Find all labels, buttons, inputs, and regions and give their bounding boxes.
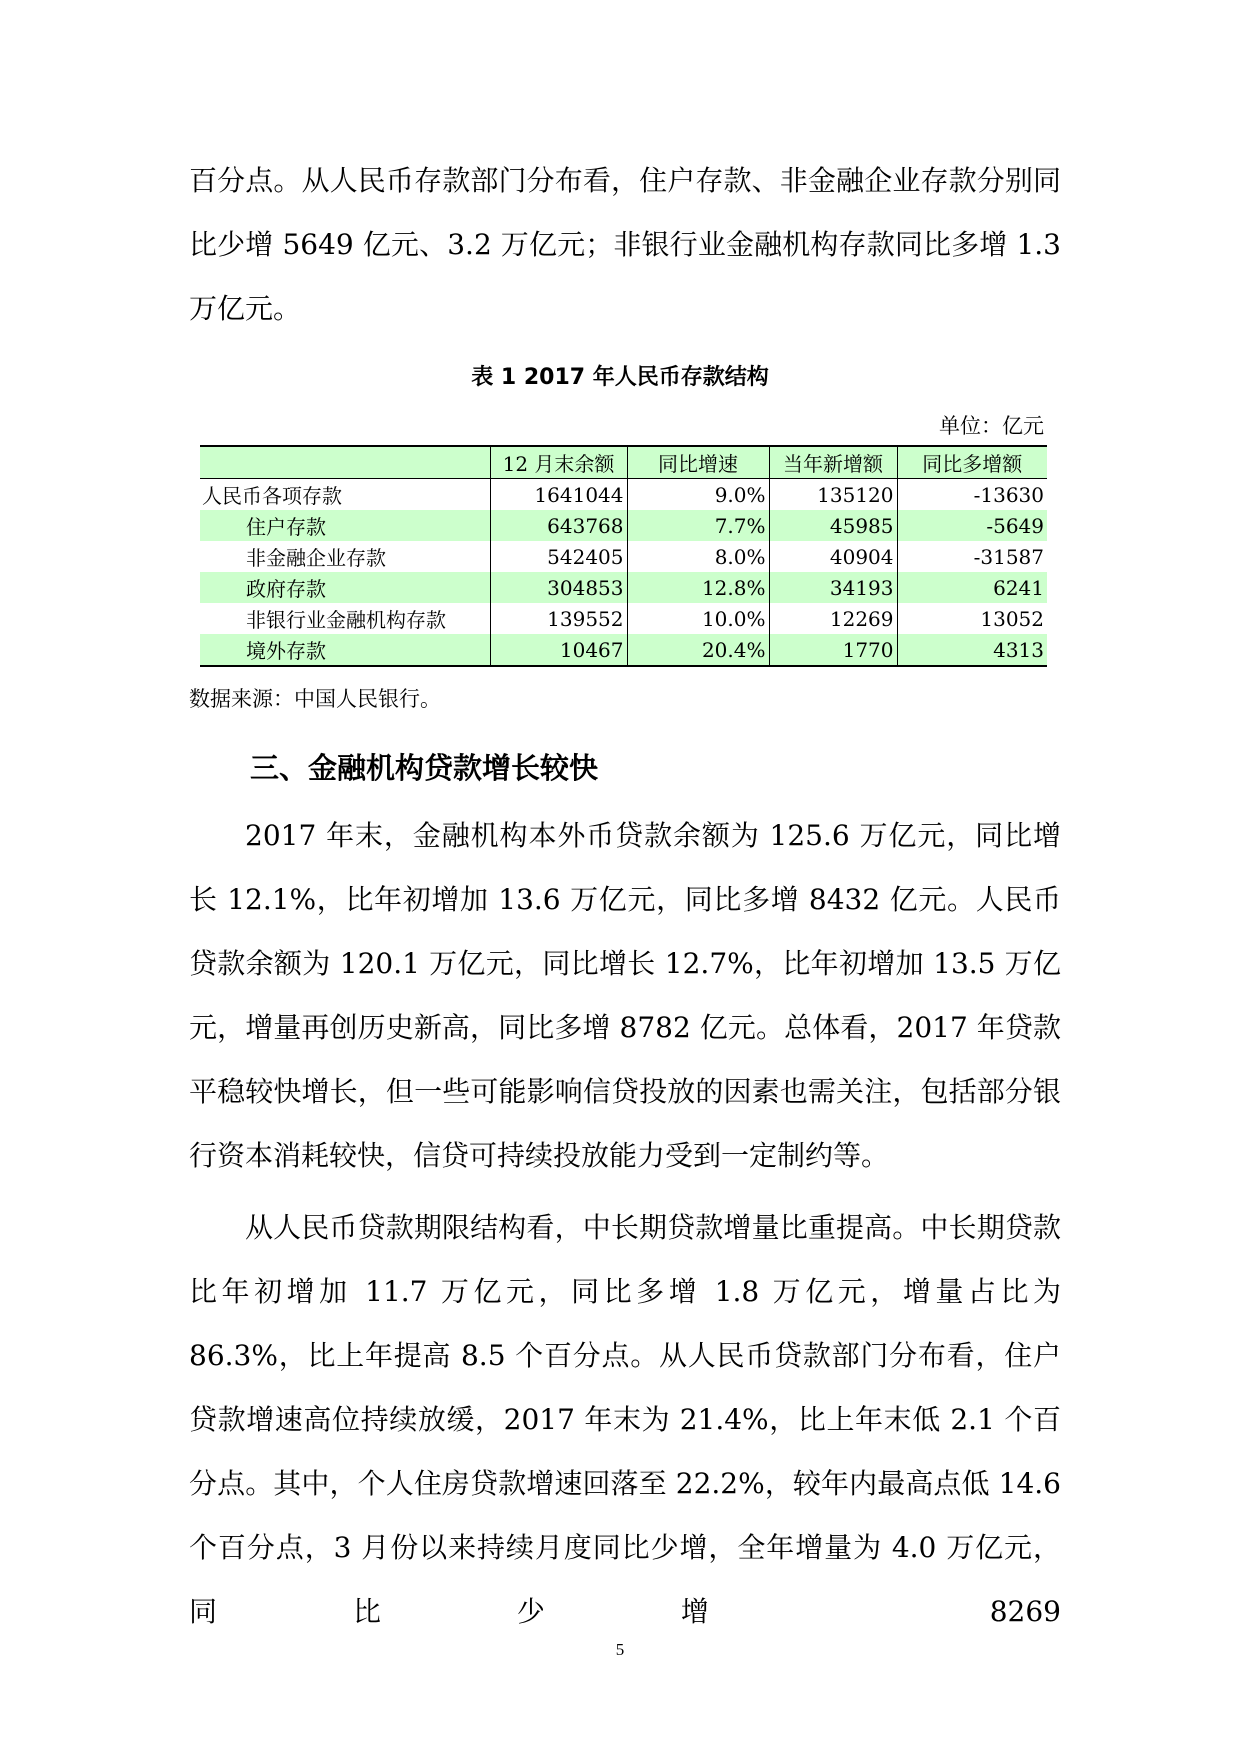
cell-new-increase: 45985: [769, 510, 897, 541]
cell-growth: 9.0%: [627, 479, 769, 511]
cell-yoy-extra: -13630: [897, 479, 1047, 511]
table-unit: 单位：亿元: [939, 414, 1044, 438]
table-caption: 表 1 2017 年人民币存款结构: [471, 365, 769, 390]
cell-balance: 139552: [490, 603, 627, 634]
page-number: 5: [615, 1640, 625, 1659]
cell-growth: 8.0%: [627, 541, 769, 572]
row-name: 境外存款: [246, 639, 326, 663]
cell-new-increase: 34193: [769, 572, 897, 603]
cell-balance: 304853: [490, 572, 627, 603]
header-yoy-extra: 同比多增额: [897, 446, 1047, 479]
cell-yoy-extra: 4313: [897, 634, 1047, 666]
header-new-increase: 当年新增额: [769, 446, 897, 479]
cell-yoy-extra: -5649: [897, 510, 1047, 541]
row-name: 非金融企业存款: [246, 546, 386, 570]
cell-balance: 643768: [490, 510, 627, 541]
paragraph-loan-balance: 2017 年末，金融机构本外币贷款余额为 125.6 万亿元，同比增长 12.1%，比年初增加 13.6 万亿元，同比多增 8432 亿元。人民币贷款余额为 120.1 万亿元，同比增长 12.7%，比年初增加 13.5 万亿元，增量再创历史新高，同比多增 8782 亿元。总体看，2017 年贷款平稳较快增长，但一些可能影响信贷投放的因素也需关注，包括部分银行资本消耗较快，信贷可持续投放能力受到一定制约等。: [189, 819, 1061, 1172]
table-row: [200, 572, 1047, 603]
cell-yoy-extra: -31587: [897, 541, 1047, 572]
cell-new-increase: 40904: [769, 541, 897, 572]
cell-yoy-extra: 13052: [897, 603, 1047, 634]
row-name: 人民币各项存款: [202, 484, 342, 508]
cell-balance: 542405: [490, 541, 627, 572]
cell-yoy-extra: 6241: [897, 572, 1047, 603]
row-name: 非银行业金融机构存款: [246, 608, 446, 632]
cell-growth: 10.0%: [627, 603, 769, 634]
cell-balance: 1641044: [490, 479, 627, 511]
table-row: [200, 510, 1047, 541]
paragraph-deposit-sectors: 百分点。从人民币存款部门分布看，住户存款、非金融企业存款分别同比少增 5649 亿元、3.2 万亿元；非银行业金融机构存款同比多增 1.3 万亿元。: [189, 164, 1061, 325]
cell-new-increase: 135120: [769, 479, 897, 511]
deposit-structure-table: [200, 445, 1047, 667]
header-growth: 同比增速: [627, 446, 769, 479]
table-row: [200, 634, 1047, 666]
table-row: [200, 541, 1047, 572]
paragraph-loan-structure: 从人民币贷款期限结构看，中长期贷款增量比重提高。中长期贷款比年初增加 11.7 万亿元，同比多增 1.8 万亿元，增量占比为 86.3%，比上年提高 8.5 个百分点。从人民币贷款部门分布看，住户贷款增速高位持续放缓，2017 年末为 21.4%，比上年末低 2.1 个百分点。其中，个人住房贷款增速回落至 22.2%，较年内最高点低 14.6 个百分点，3 月份以来持续月度同比少增，全年增量为 4.0 万亿元，同比少增 8269: [189, 1211, 1061, 1628]
table-row: [200, 603, 1047, 634]
table-header-row: [200, 446, 1047, 479]
cell-new-increase: 12269: [769, 603, 897, 634]
table-row: [200, 479, 1047, 511]
cell-new-increase: 1770: [769, 634, 897, 666]
header-blank: [200, 446, 490, 479]
section-heading: 三、金融机构贷款增长较快: [250, 751, 599, 785]
cell-growth: 20.4%: [627, 634, 769, 666]
table-source-note: 数据来源：中国人民银行。: [189, 687, 441, 711]
row-name: 政府存款: [246, 577, 326, 601]
cell-balance: 10467: [490, 634, 627, 666]
cell-growth: 12.8%: [627, 572, 769, 603]
header-balance: 12 月末余额: [490, 446, 627, 479]
cell-growth: 7.7%: [627, 510, 769, 541]
row-name: 住户存款: [246, 515, 326, 539]
